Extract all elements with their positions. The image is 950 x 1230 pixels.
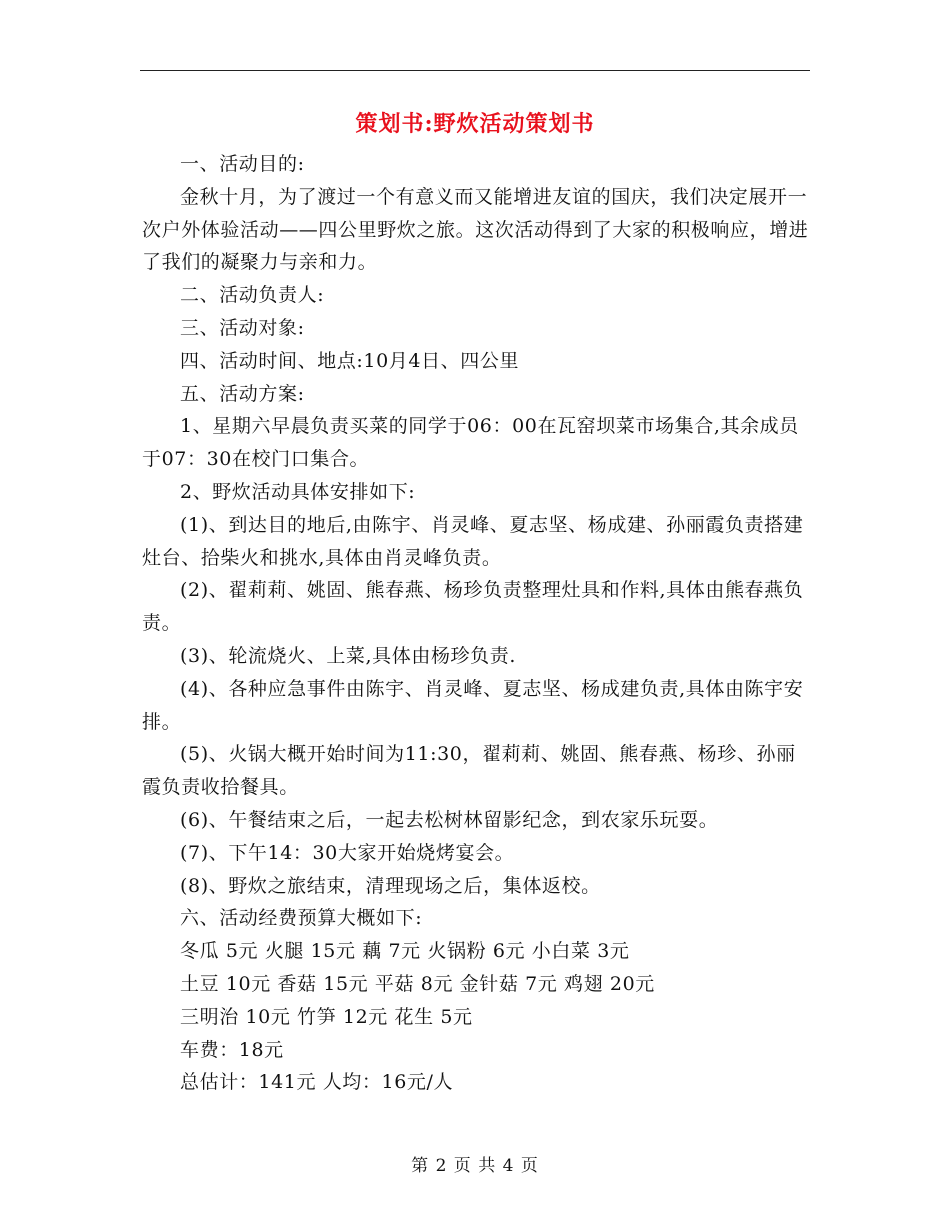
paragraph-arrangement-4: (4)、各种应急事件由陈宇、肖灵峰、夏志坚、杨成建负责,具体由陈宇安排。 [142,677,804,733]
paragraph-plan-2: 2、野炊活动具体安排如下: [180,480,416,503]
section-heading-time-place: 四、活动时间、地点:10月4日、四公里 [180,349,520,372]
paragraph-arrangement-1: (1)、到达目的地后,由陈宇、肖灵峰、夏志坚、杨成建、孙丽霞负责搭建灶台、拾柴火和挑水,具体由肖灵峰负责。 [142,513,804,569]
paragraph-purpose: 金秋十月，为了渡过一个有意义而又能增进友谊的国庆，我们决定展开一次户外体验活动——四公里野炊之旅。这次活动得到了大家的积极响应，增进了我们的凝聚力与亲和力。 [142,185,809,274]
budget-line: 土豆 10元 香菇 15元 平菇 8元 金针菇 7元 鸡翅 20元 [180,972,655,995]
paragraph-arrangement-6: (6)、午餐结束之后，一起去松树林留影纪念，到农家乐玩耍。 [180,808,719,831]
budget-total: 总估计：141元 人均：16元/人 [180,1071,454,1094]
document-body [142,148,810,1099]
budget-line: 三明治 10元 竹笋 12元 花生 5元 [180,1005,473,1028]
section-heading-budget: 六、活动经费预算大概如下: [180,907,423,930]
page-number: 第 2 页 共 4 页 [411,1156,539,1176]
section-heading-plan: 五、活动方案: [180,382,305,405]
budget-transport: 车费：18元 [180,1038,284,1061]
paragraph-arrangement-2: (2)、翟莉莉、姚固、熊春燕、杨珍负责整理灶具和作料,具体由熊春燕负责。 [142,579,804,635]
header-rule [140,70,810,71]
paragraph-plan-1: 1、星期六早晨负责买菜的同学于06：00在瓦窑坝菜市场集合,其余成员于07：30在校门口集合。 [142,415,799,471]
section-heading-purpose: 一、活动目的: [180,153,305,175]
paragraph-arrangement-3: (3)、轮流烧火、上菜,具体由杨珍负责. [180,644,516,667]
paragraph-arrangement-5: (5)、火锅大概开始时间为11:30，翟莉莉、姚固、熊春燕、杨珍、孙丽霞负责收拾餐具。 [142,743,796,799]
paragraph-arrangement-8: (8)、野炊之旅结束，清理现场之后，集体返校。 [180,874,601,897]
document-title: 策划书:野炊活动策划书 [355,111,595,137]
section-heading-audience: 三、活动对象: [180,316,305,339]
section-heading-owner: 二、活动负责人: [180,284,325,307]
budget-line: 冬瓜 5元 火腿 15元 藕 7元 火锅粉 6元 小白菜 3元 [180,940,630,963]
paragraph-arrangement-7: (7)、下午14：30大家开始烧烤宴会。 [180,841,515,864]
